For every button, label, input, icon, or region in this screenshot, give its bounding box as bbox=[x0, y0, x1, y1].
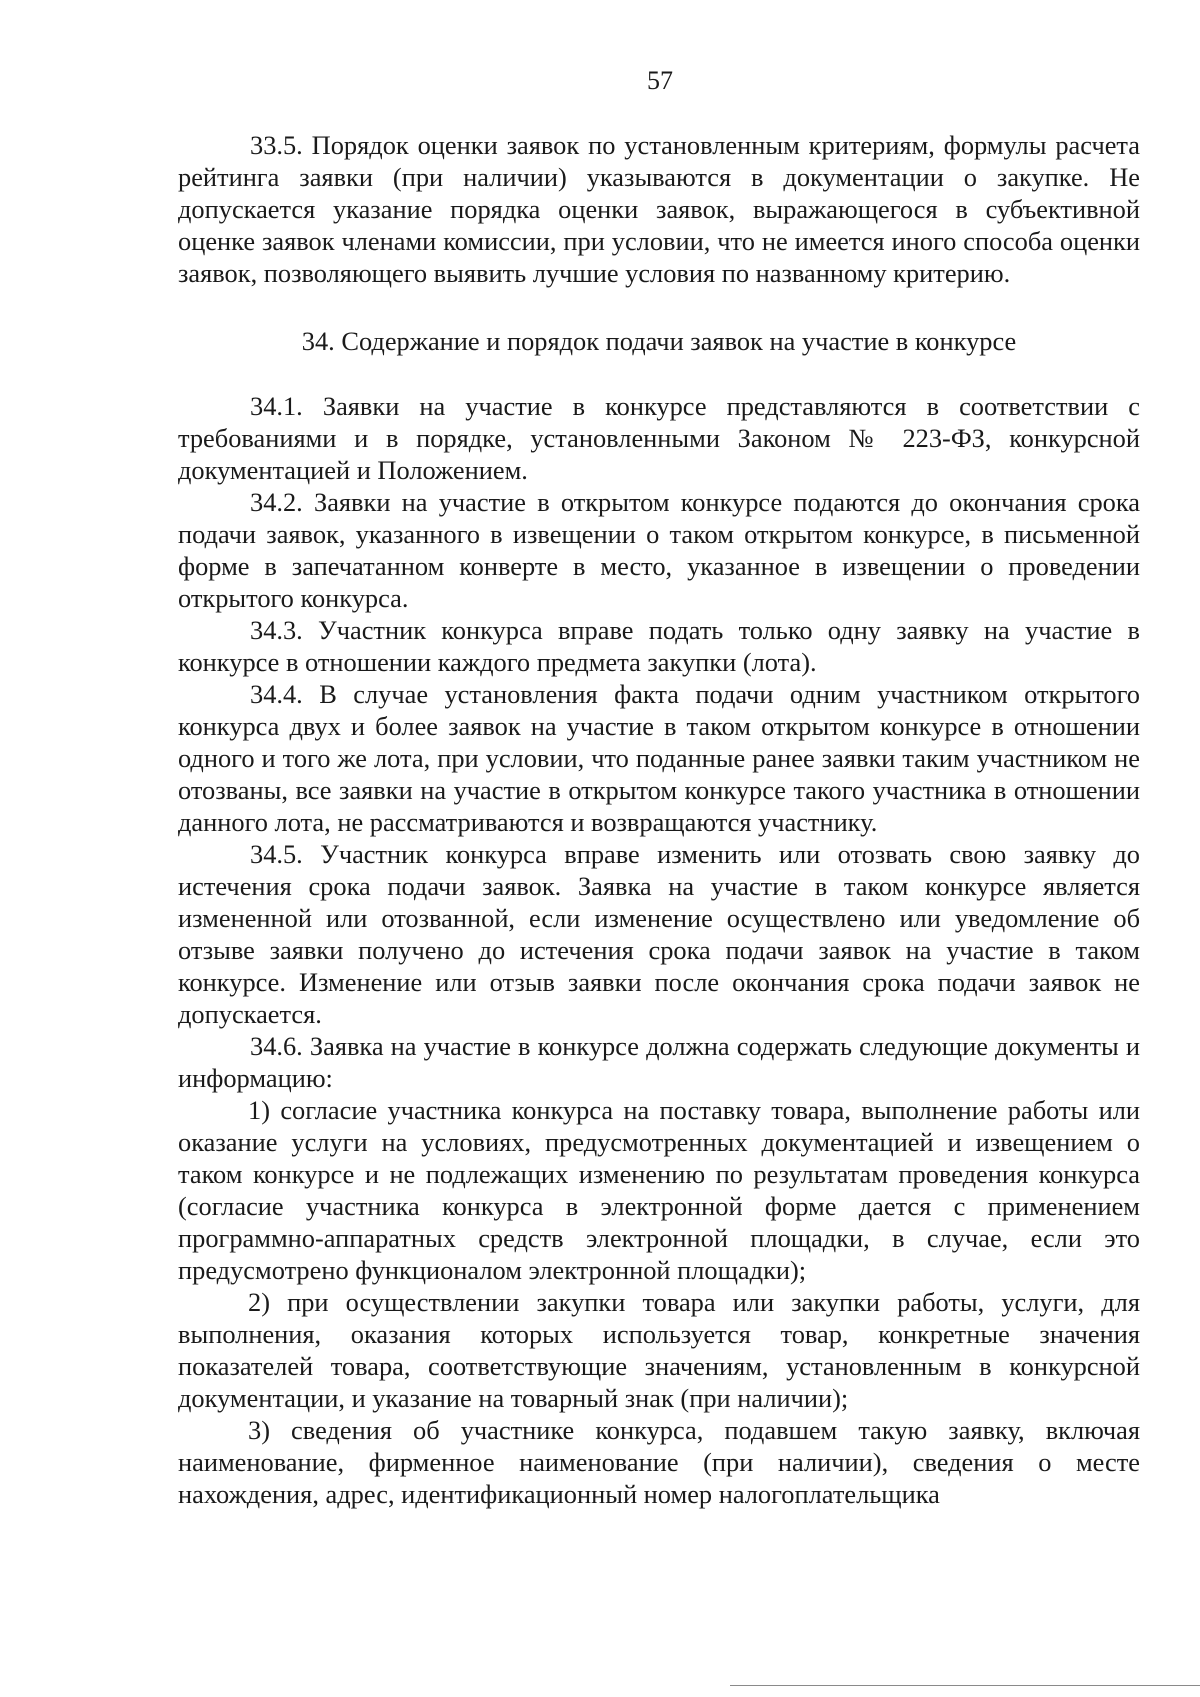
paragraph-33-5: 33.5. Порядок оценки заявок по установленным критериям, формулы расчета рейтинга заявки (при наличии) указываются в документации о закупке. Не допускается указание порядка оценки заявок, выражающегося в субъективной оценке заявок членами комиссии, при условии, что не имеется иного способа оценки заявок, позволяющего выявить лучшие условия по названному критерию. bbox=[178, 130, 1140, 288]
list-item-3: 3) сведения об участнике конкурса, подавшем такую заявку, включая наименование, фирменное наименование (при наличии), сведения о месте нахождения, адрес, идентификационный номер налогоплательщика bbox=[178, 1415, 1140, 1509]
list-item-2: 2) при осуществлении закупки товара или закупки работы, услуги, для выполнения, оказания которых используется товар, конкретные значения показателей товара, соответствующие значениям, установленным в конкурсной документации, и указание на товарный знак (при наличии); bbox=[178, 1287, 1140, 1413]
page-number: 57 bbox=[647, 66, 673, 95]
list-item-1: 1) согласие участника конкурса на поставку товара, выполнение работы или оказание услуги на условиях, предусмотренных документацией и извещением о таком конкурсе и не подлежащих изменению по результатам проведения конкурса (согласие участника конкурса в электронной форме дается с применением программно-аппаратных средств электронной площадки, в случае, если это предусмотрено функционалом электронной площадки); bbox=[178, 1095, 1140, 1285]
paragraph-34-2: 34.2. Заявки на участие в открытом конкурсе подаются до окончания срока подачи заявок, указанного в извещении о таком открытом конкурсе, в письменной форме в запечатанном конверте в место, указанное в извещении о проведении открытого конкурса. bbox=[178, 487, 1140, 613]
paragraph-34-6: 34.6. Заявка на участие в конкурсе должна содержать следующие документы и информацию: bbox=[178, 1031, 1140, 1093]
document-body bbox=[178, 129, 1140, 1510]
section-heading-34: 34. Содержание и порядок подачи заявок на участие в конкурсе bbox=[301, 326, 1017, 356]
paragraph-34-5: 34.5. Участник конкурса вправе изменить или отозвать свою заявку до истечения срока подачи заявок. Заявка на участие в таком конкурсе является измененной или отозванной, если изменение осуществлено или уведомление об отзыве заявки получено до истечения срока подачи заявок на участие в таком конкурсе. Изменение или отзыв заявки после окончания срока подачи заявок не допускается. bbox=[178, 839, 1140, 1029]
bottom-rule bbox=[730, 1685, 1200, 1686]
paragraph-34-1: 34.1. Заявки на участие в конкурсе представляются в соответствии с требованиями и в порядке, установленными Законом № 223-ФЗ, конкурсной документацией и Положением. bbox=[178, 391, 1140, 485]
paragraph-34-4: 34.4. В случае установления факта подачи одним участником открытого конкурса двух и более заявок на участие в таком открытом конкурсе в отношении одного и того же лота, при условии, что поданные ранее заявки таким участником не отозваны, все заявки на участие в открытом конкурсе такого участника в отношении данного лота, не рассматриваются и возвращаются участнику. bbox=[178, 679, 1140, 837]
paragraph-34-3: 34.3. Участник конкурса вправе подать только одну заявку на участие в конкурсе в отношении каждого предмета закупки (лота). bbox=[178, 615, 1140, 677]
